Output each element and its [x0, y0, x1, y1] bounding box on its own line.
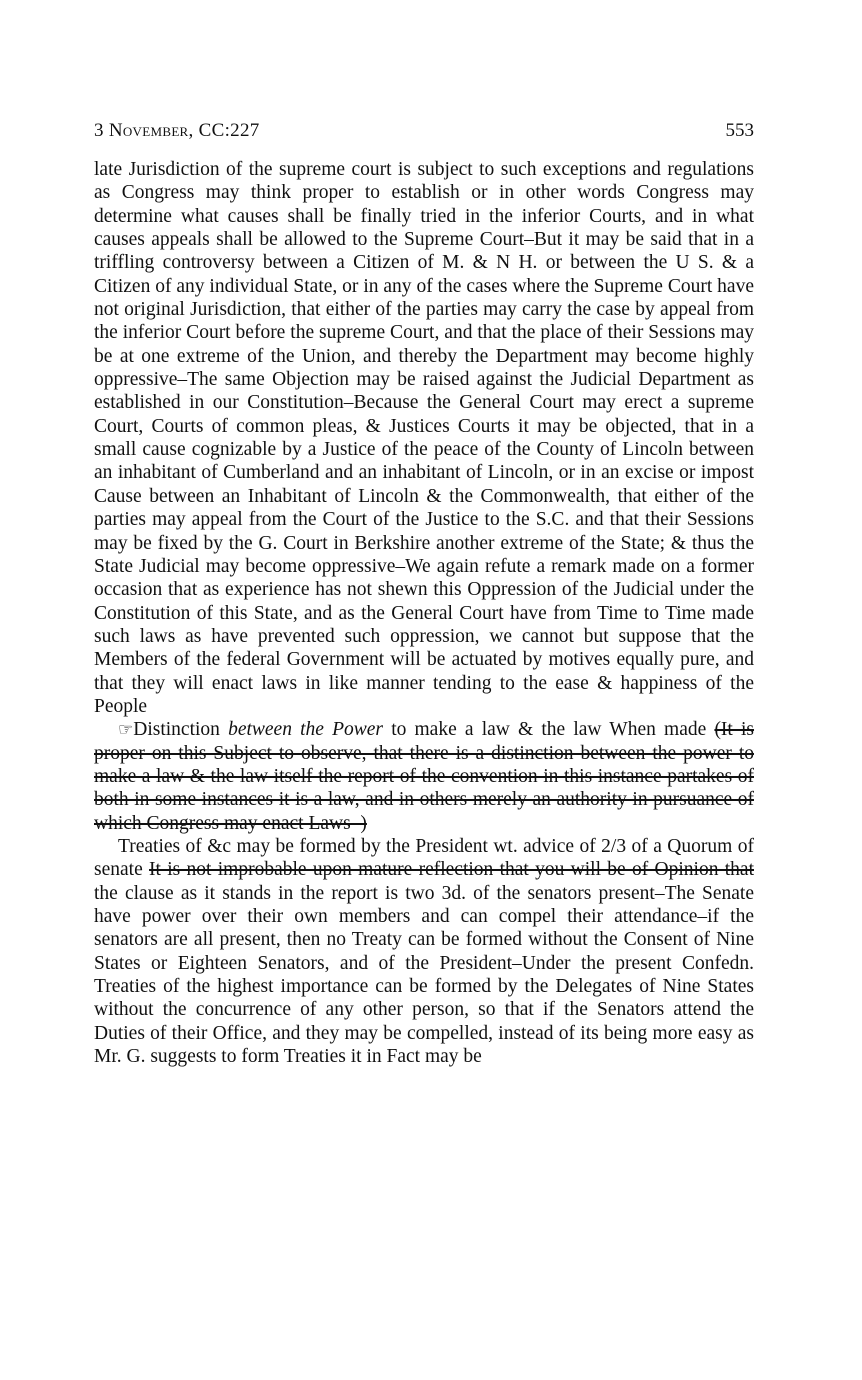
body-text	[94, 158, 754, 1068]
treaties-rest: the clause as it stands in the report is two 3d. of the senators present–The Senate have power over their own members and can compel their attendance–if the senators are all present, then no Treaty can be formed without the Consent of Nine States or Eighteen Senators, and of the President–Under the present Confedn. Treaties of the highest importance can be formed by the Delegates of Nine States without the concurrence of any other person, so that if the Senators attend the Duties of their Office, and they may be compelled, instead of its being more easy as Mr. G. suggests to form Treaties it in Fact may be	[94, 882, 754, 1068]
distinction-rest: to make a law & the law When made	[383, 719, 707, 741]
page-header	[94, 118, 754, 144]
distinction-lead: Distinction	[133, 719, 229, 741]
running-head: 3 November, CC:227	[94, 120, 260, 141]
struck-passage-treaties: It is not improbable upon mature reflection that you will be of Opinion that	[149, 859, 754, 881]
treaties-lead: Treaties of &c may be formed by the President wt. advice of 2/3 of a Quorum of senate	[94, 835, 754, 881]
pointing-hand-icon: ☞	[118, 720, 134, 740]
struck-passage: (It is proper on this Subject to observe, that there is a distinction between the power to make a law & the law itself the report of the convention in this instance partakes of both in some instances it is a law, and in others merely an authority in pursuance of which Congress may enact Laws–)	[94, 719, 755, 834]
paragraph-distinction	[94, 718, 754, 835]
distinction-italic: between the Power	[228, 719, 384, 741]
paragraph-treaties	[94, 835, 754, 1068]
document-page	[94, 118, 754, 1068]
paragraph-continued: late Jurisdiction of the supreme court is subject to such exceptions and regulations as Congress may think proper to establish or in other words Congress may determine what causes shall be finally tried in the inferior Courts, and in what causes appeals shall be allowed to the Supreme Court–But it may be said that in a triffling controversy between a Citizen of M. & N H. or between the U S. & a Citizen of any individual State, or in any of the cases where the Supreme Court have not original Jurisdiction, that either of the parties may carry the case by appeal from the inferior Court before the supreme Court, and that the place of their Sessions may be at one extreme of the Union, and thereby the Department may become highly oppressive–The same Objection may be raised against the Judicial Department as established in our Constitution–Because the General Court may erect a supreme Court, Courts of common pleas, & Justices Courts it may be objected, that in a small cause cognizable by a Justice of the peace of the County of Lincoln between an inhabitant of Cumberland and an inhabitant of Lincoln, or in an excise or impost Cause between an Inhabitant of Lincoln & the Commonwealth, that either of the parties may appeal from the Court of the Justice to the S.C. and that their Sessions may be fixed by the G. Court in Berkshire another extreme of the State; & thus the State Judicial may become oppressive–We again refute a remark made on a former occasion that as experience has not shewn this Oppression of the Judicial under the Constitution of this State, and as the General Court have from Time to Time made such laws as have prevented such oppression, we cannot but suppose that the Members of the federal Government will be actuated by motives equally pure, and that they will enact laws in like manner tending to the ease & happiness of the People	[94, 159, 754, 717]
page-number: 553	[725, 120, 754, 141]
